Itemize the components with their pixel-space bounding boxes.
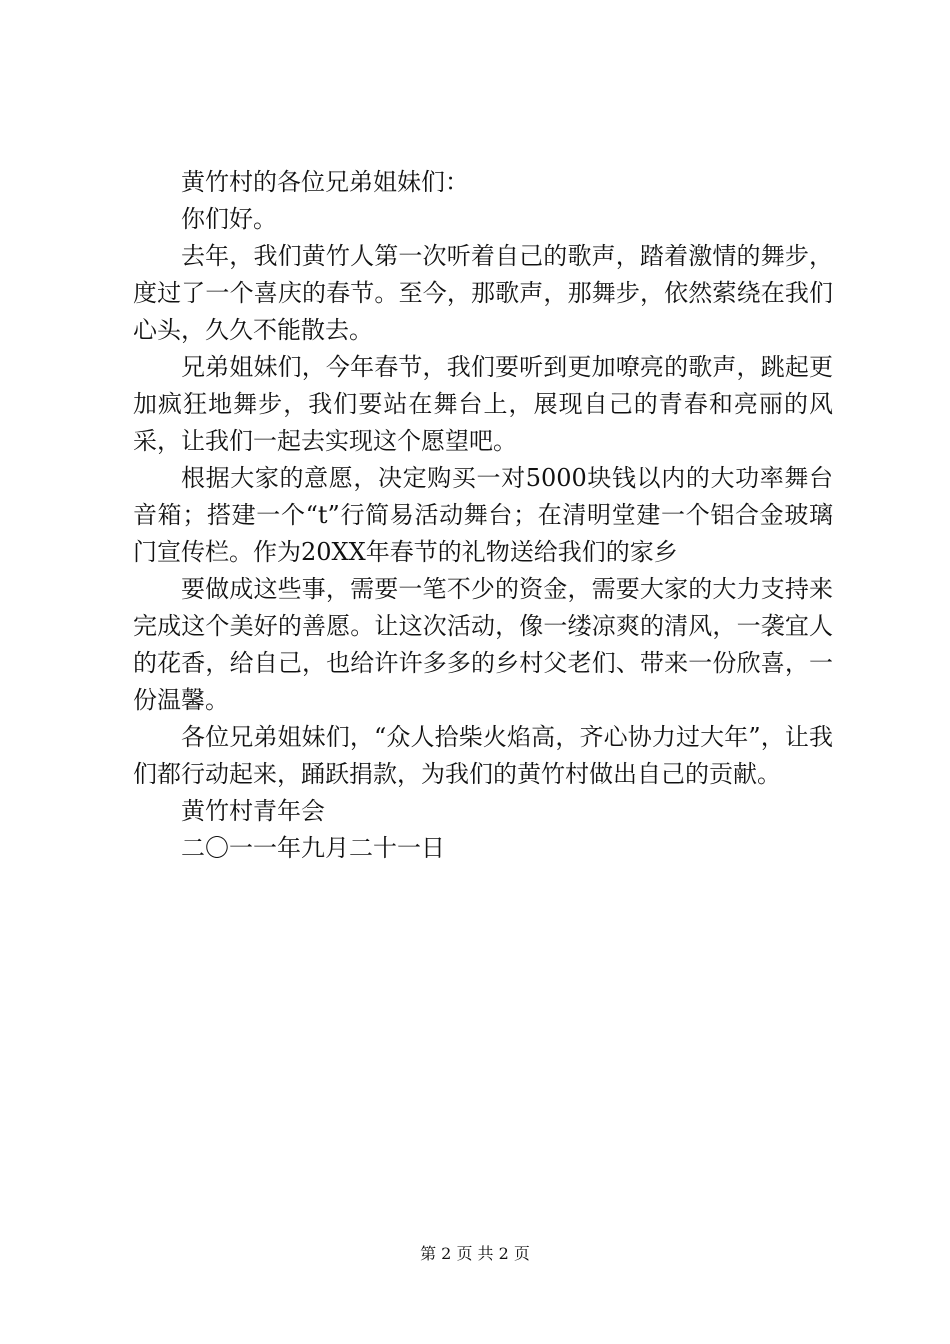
signature-organization: 黄竹村青年会 (181, 797, 325, 825)
signature-date: 二〇一一年九月二十一日 (181, 834, 445, 862)
page-number-footer: 第 2 页 共 2 页 (420, 1244, 530, 1263)
body-paragraph: 去年，我们黄竹人第一次听着自己的歌声，踏着激情的舞步，度过了一个喜庆的春节。至今，那歌声，那舞步，依然萦绕在我们心头，久久不能散去。 (133, 242, 833, 344)
body-paragraph: 兄弟姐妹们，今年春节，我们要听到更加嘹亮的歌声，跳起更加疯狂地舞步，我们要站在舞台上，展现自己的青春和亮丽的风采，让我们一起去实现这个愿望吧。 (133, 353, 833, 455)
greeting: 你们好。 (181, 205, 277, 233)
salutation: 黄竹村的各位兄弟姐妹们： (181, 168, 469, 196)
body-paragraph: 要做成这些事，需要一笔不少的资金，需要大家的大力支持来完成这个美好的善愿。让这次活动，像一缕凉爽的清风，一袭宜人的花香，给自己，也给许许多多的乡村父老们、带来一份欣喜，一份温馨。 (133, 575, 833, 714)
body-paragraph: 各位兄弟姐妹们，“众人拾柴火焰高，齐心协力过大年”，让我们都行动起来，踊跃捐款，为我们的黄竹村做出自己的贡献。 (133, 723, 833, 788)
document-body (133, 164, 833, 867)
body-paragraph: 根据大家的意愿，决定购买一对5000块钱以内的大功率舞台音箱；搭建一个“t”行简易活动舞台；在清明堂建一个铝合金玻璃门宣传栏。作为20XX年春节的礼物送给我们的家乡 (133, 464, 833, 566)
